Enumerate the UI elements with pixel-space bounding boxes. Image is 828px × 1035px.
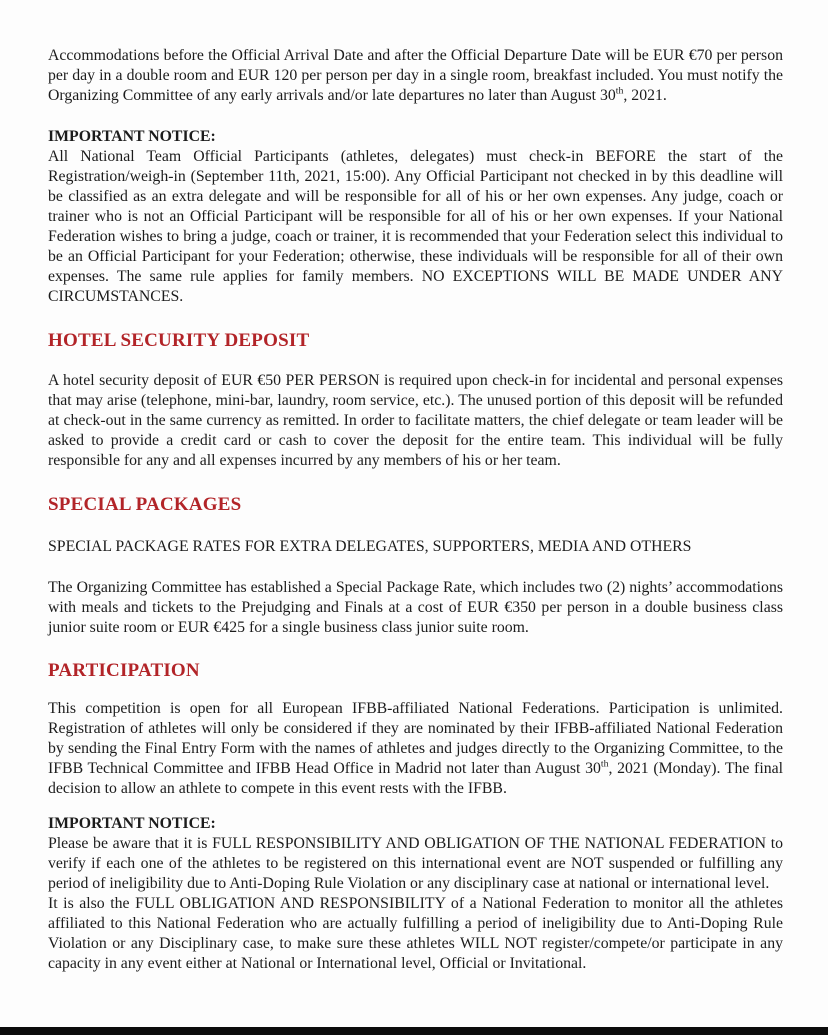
- paragraph-accommodations-text-end: , 2021.: [623, 87, 667, 104]
- important-notice-2-paragraph-2: It is also the FULL OBLIGATION AND RESPONSIBILITY of a National Federation to monitor all the athletes affiliated to this National Federation who are actually fulfilling a period of ineligibility due to Anti-Doping Rule Violation or any Disciplinary case, to make sure these athletes WILL NOT register/compete/or participate in any capacity in any event either at National or International level, Official or Invitational.: [48, 895, 783, 972]
- important-notice-1-body: All National Team Official Participants (athletes, delegates) must check-in BEFORE the start of the Registration/weigh-in (September 11th, 2021, 15:00). Any Official Participant not checked in by this deadline will be classified as an extra delegate and will be responsible for all of his or her own expenses. Any judge, coach or trainer who is not an Official Participant will be responsible for all of his or her own expenses. If your National Federation wishes to bring a judge, coach or trainer, it is recommended that your Federation select this individual to be an Official Participant for your Federation; otherwise, these individuals will be responsible for all of their own expenses. The same rule applies for family members. NO EXCEPTIONS WILL BE MADE UNDER ANY CIRCUMSTANCES.: [48, 148, 783, 305]
- paragraph-participation-text-end: , 2021 (Monday). The final decision to allow an athlete to compete in this event rests with the IFBB.: [48, 760, 784, 797]
- special-package-rates-line: SPECIAL PACKAGE RATES FOR EXTRA DELEGATES, SUPPORTERS, MEDIA AND OTHERS: [48, 538, 692, 555]
- important-notice-1: [48, 127, 783, 307]
- heading-participation: PARTICIPATION: [48, 660, 200, 681]
- paragraph-special-packages: The Organizing Committee has established a Special Package Rate, which includes two (2) nights’ accommodations with meals and tickets to the Prejudging and Finals at a cost of EUR €350 per person in a double business class junior suite room or EUR €425 for a single business class junior suite room.: [48, 579, 783, 636]
- paragraph-accommodations: [48, 46, 783, 106]
- important-notice-2-label: IMPORTANT NOTICE:: [48, 815, 216, 832]
- important-notice-1-label: IMPORTANT NOTICE:: [48, 128, 216, 145]
- paragraph-participation-text: This competition is open for all European IFBB-affiliated National Federations. Participation is unlimited. Registration of athletes will only be considered if they are nominated by their IFBB-affiliated National Federation by sending the Final Entry Form with the names of athletes and judges directly to the Organizing Committee, to the IFBB Technical Committee and IFBB Head Office in Madrid not later than August 30: [48, 700, 783, 777]
- bottom-scan-bar: [0, 1027, 828, 1035]
- paragraph-hotel-deposit: A hotel security deposit of EUR €50 PER PERSON is required upon check-in for incidental and personal expenses that may arise (telephone, mini-bar, laundry, room service, etc.). The unused portion of this deposit will be refunded at check-out in the same currency as remitted. In order to facilitate matters, the chief delegate or team leader will be asked to provide a credit card or cash to cover the deposit for the entire team. This individual will be fully responsible for any and all expenses incurred by any members of his or her team.: [48, 372, 783, 469]
- heading-special-packages: SPECIAL PACKAGES: [48, 494, 242, 515]
- paragraph-accommodations-text: Accommodations before the Official Arrival Date and after the Official Departure Date will be EUR €70 per person per day in a double room and EUR 120 per person per day in a single room, breakfast included. You must notify the Organizing Committee of any early arrivals and/or late departures no later than August 30: [48, 47, 783, 104]
- paragraph-participation: [48, 699, 783, 799]
- superscript-ordinal: th: [600, 758, 609, 770]
- superscript-ordinal: th: [615, 85, 624, 97]
- heading-hotel-security-deposit: HOTEL SECURITY DEPOSIT: [48, 330, 310, 351]
- important-notice-2: [48, 814, 783, 974]
- important-notice-2-paragraph-1: Please be aware that it is FULL RESPONSIBILITY AND OBLIGATION OF THE NATIONAL FEDERATION to verify if each one of the athletes to be registered on this international event are NOT suspended or fulfilling any period of ineligibility due to Anti-Doping Rule Violation or any disciplinary case at national or international level.: [48, 835, 783, 892]
